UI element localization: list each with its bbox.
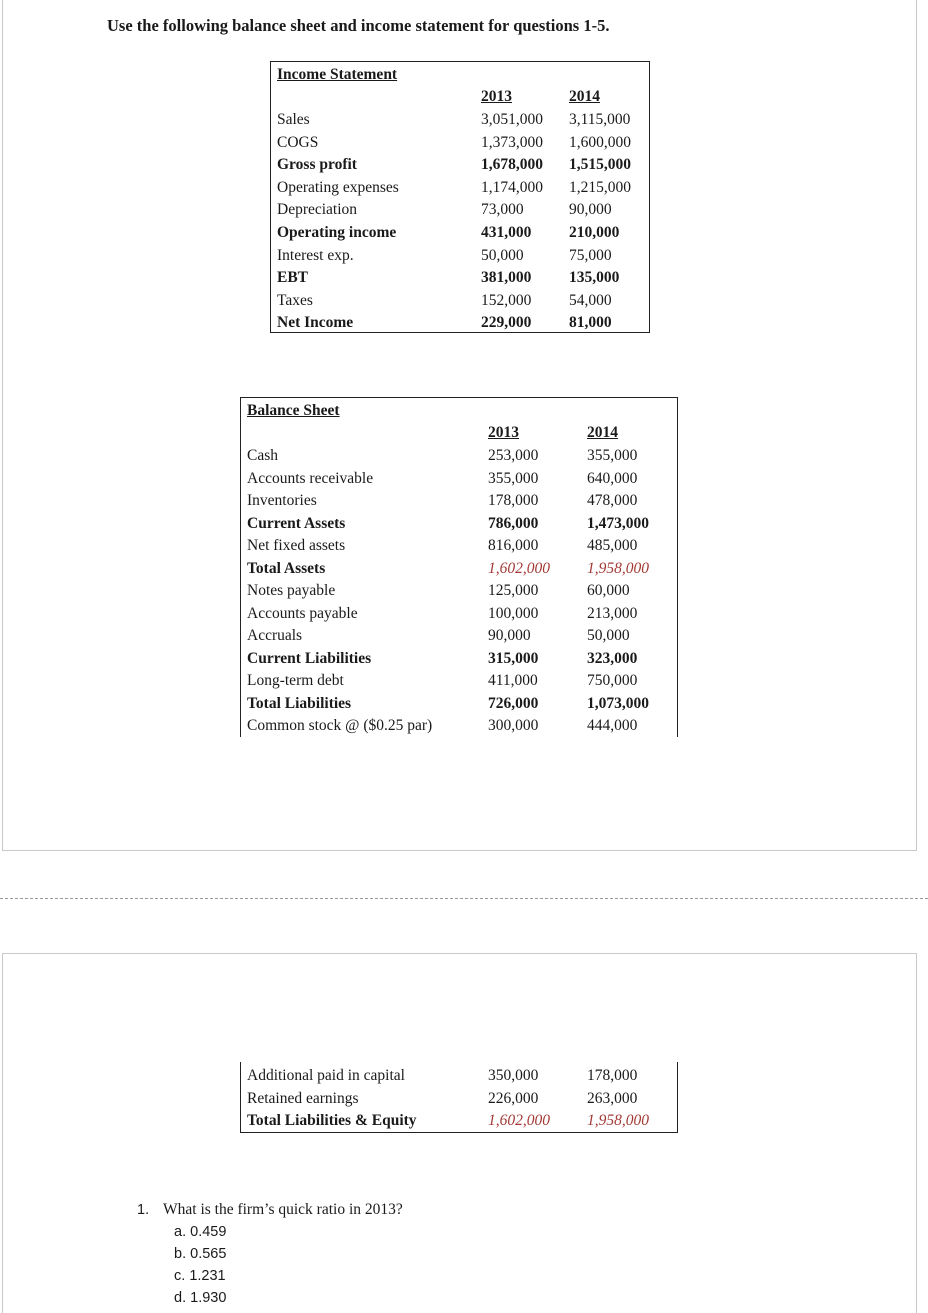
value-2013: 1,602,000 (488, 1112, 550, 1129)
value-2014: 50,000 (587, 627, 630, 644)
row-label: Operating income (277, 224, 397, 241)
value-2014: 1,958,000 (587, 559, 649, 577)
value-2014: 263,000 (587, 1089, 638, 1107)
row-label: Additional paid in capital (247, 1067, 405, 1084)
row-label: Net fixed assets (247, 537, 346, 554)
income-statement-title: Income Statement (277, 66, 398, 83)
value-2013: 50,000 (481, 246, 524, 264)
value-2013: 381,000 (481, 269, 532, 287)
row-label: Current Assets (247, 514, 346, 532)
balance-col-2014: 2014 (587, 424, 618, 441)
option-text: 1.231 (189, 1268, 226, 1284)
balance-col-2013: 2013 (488, 424, 519, 441)
option-letter: c. (174, 1268, 186, 1284)
value-2014: 323,000 (587, 649, 638, 667)
row-label: Total Liabilities & Equity (247, 1112, 417, 1129)
answer-option-c[interactable] (137, 1265, 403, 1287)
value-2013: 229,000 (481, 314, 532, 332)
row-label: Accounts payable (247, 604, 358, 622)
value-2014: 1,600,000 (569, 133, 631, 151)
value-2014: 640,000 (587, 469, 638, 487)
value-2013: 226,000 (488, 1089, 539, 1107)
row-label: Common stock @ ($0.25 par) (247, 717, 433, 734)
value-2014: 213,000 (587, 604, 638, 622)
option-text: 0.565 (190, 1246, 227, 1262)
value-2014: 60,000 (587, 582, 630, 599)
value-2013: 300,000 (488, 717, 539, 734)
row-label: Depreciation (277, 201, 358, 219)
balance-sheet-title: Balance Sheet (247, 402, 340, 419)
row-label: Sales (277, 111, 310, 128)
row-label: Retained earnings (247, 1089, 359, 1107)
value-2014: 3,115,000 (569, 111, 631, 128)
row-label: Accounts receivable (247, 469, 374, 487)
value-2013: 350,000 (488, 1067, 539, 1084)
page-break-divider (0, 898, 928, 899)
row-label: Total Assets (247, 559, 326, 577)
value-2014: 1,215,000 (569, 178, 631, 196)
value-2013: 431,000 (481, 224, 532, 241)
row-label: Cash (247, 447, 278, 464)
value-2013: 1,602,000 (488, 559, 550, 577)
value-2013: 786,000 (488, 514, 539, 532)
option-letter: d. (174, 1290, 187, 1306)
value-2013: 1,678,000 (481, 156, 543, 174)
value-2013: 178,000 (488, 492, 539, 509)
value-2014: 444,000 (587, 717, 638, 734)
row-label: Interest exp. (277, 246, 354, 264)
row-label: Total Liabilities (247, 694, 352, 712)
answer-option-a[interactable] (137, 1221, 403, 1243)
row-label: Operating expenses (277, 178, 399, 196)
row-label: EBT (277, 269, 309, 287)
value-2014: 75,000 (569, 246, 612, 264)
option-text: 1.930 (190, 1290, 227, 1306)
value-2014: 135,000 (569, 269, 620, 287)
value-2013: 3,051,000 (481, 111, 543, 128)
value-2013: 1,174,000 (481, 178, 543, 196)
value-2013: 816,000 (488, 537, 539, 554)
value-2013: 253,000 (488, 447, 539, 464)
value-2014: 90,000 (569, 201, 612, 219)
value-2014: 478,000 (587, 492, 638, 509)
row-label: Gross profit (277, 156, 357, 174)
option-letter: a. (174, 1224, 187, 1240)
balance-sheet-table (240, 397, 678, 737)
value-2013: 100,000 (488, 604, 539, 622)
income-col-2014: 2014 (569, 88, 600, 105)
value-2014: 178,000 (587, 1067, 638, 1084)
row-label: Taxes (277, 291, 313, 309)
value-2014: 1,958,000 (587, 1112, 649, 1129)
question-text: What is the firm’s quick ratio in 2013? (163, 1201, 403, 1218)
value-2014: 1,515,000 (569, 156, 631, 174)
row-label: Current Liabilities (247, 649, 372, 667)
question-number: 1. (137, 1202, 150, 1218)
value-2013: 355,000 (488, 469, 539, 487)
row-label: Inventories (247, 492, 317, 509)
row-label: Long-term debt (247, 672, 344, 689)
value-2014: 750,000 (587, 672, 638, 689)
answer-option-d[interactable] (137, 1287, 403, 1309)
value-2014: 1,473,000 (587, 514, 649, 532)
balance-sheet-continued-table (240, 1062, 678, 1133)
income-statement-table (270, 61, 650, 333)
option-text: 0.459 (190, 1224, 227, 1240)
row-label: Accruals (247, 627, 303, 644)
value-2013: 411,000 (488, 672, 538, 689)
answer-option-b[interactable] (137, 1243, 403, 1265)
value-2013: 90,000 (488, 627, 531, 644)
value-2014: 485,000 (587, 537, 638, 554)
question-1 (137, 1199, 403, 1309)
value-2014: 81,000 (569, 314, 612, 332)
option-letter: b. (174, 1246, 187, 1262)
value-2013: 152,000 (481, 291, 532, 309)
row-label: COGS (277, 133, 319, 151)
income-col-2013: 2013 (481, 88, 512, 105)
value-2013: 315,000 (488, 649, 539, 667)
value-2013: 1,373,000 (481, 133, 543, 151)
row-label: Net Income (277, 314, 354, 332)
value-2014: 355,000 (587, 447, 638, 464)
question-stem (137, 1199, 403, 1221)
row-label: Notes payable (247, 582, 336, 599)
value-2014: 1,073,000 (587, 694, 649, 712)
value-2013: 125,000 (488, 582, 539, 599)
value-2013: 73,000 (481, 201, 524, 219)
value-2013: 726,000 (488, 694, 539, 712)
value-2014: 210,000 (569, 224, 620, 241)
intro-text: Use the following balance sheet and income statement for questions 1-5. (107, 16, 610, 35)
value-2014: 54,000 (569, 291, 612, 309)
